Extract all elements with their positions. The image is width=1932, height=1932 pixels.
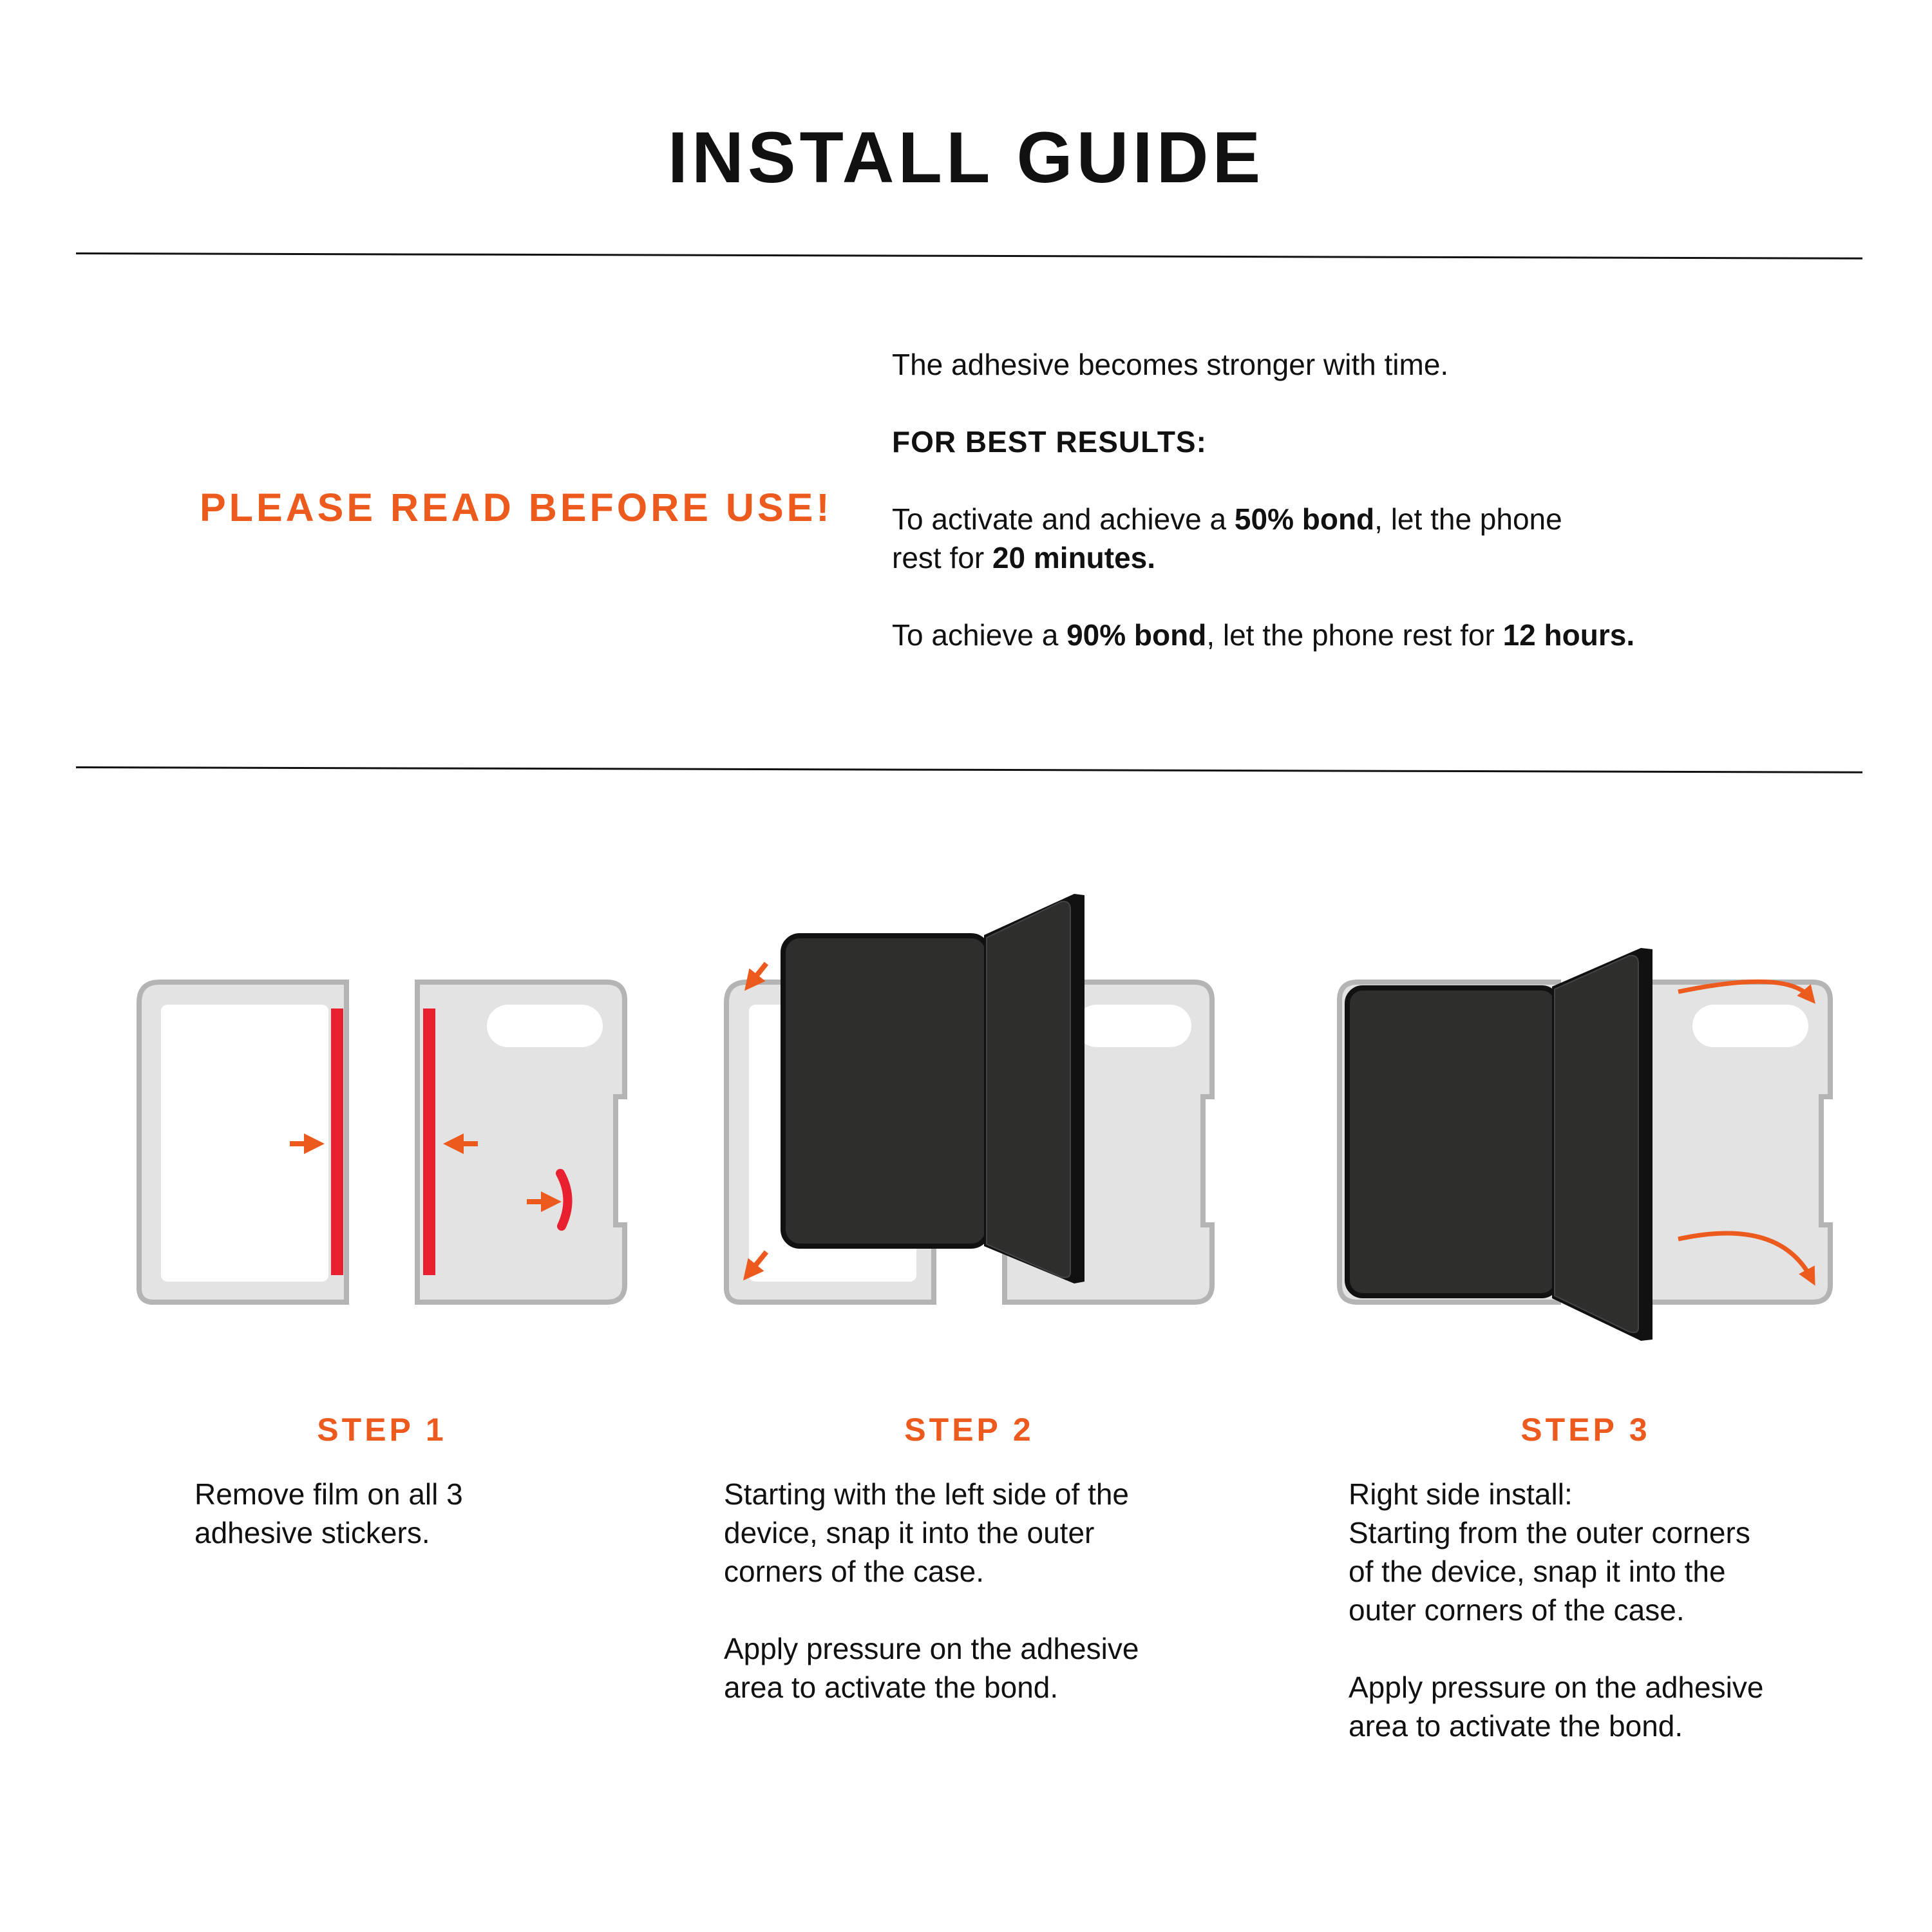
step3-device-right-half (1555, 956, 1638, 1332)
bond-90-value: 90% bond (1066, 618, 1207, 652)
bond-90-text-mid: , let the phone rest for (1206, 618, 1503, 652)
step1-adhesive-strip-right (423, 1009, 435, 1275)
step3-camera-cutout (1692, 1005, 1808, 1047)
step3-device-left-half (1347, 988, 1557, 1296)
step1-title: STEP 1 (317, 1412, 447, 1448)
read-before-use-warning: PLEASE READ BEFORE USE! (200, 486, 833, 529)
step1-illustration (139, 982, 625, 1302)
best-results-heading: FOR BEST RESULTS: (892, 425, 1207, 459)
bond-50-time: 20 minutes. (992, 541, 1156, 574)
step2-title: STEP 2 (904, 1412, 1034, 1448)
bond-90-text-pre: To achieve a (892, 618, 1067, 652)
step2-device-right-half (987, 902, 1070, 1278)
bond-90-time: 12 hours. (1502, 618, 1635, 652)
step1-camera-cutout (487, 1005, 603, 1047)
bond-50-text-mid: , let the phone (1374, 502, 1562, 536)
bond-50-value: 50% bond (1234, 502, 1375, 536)
step1-instructions: Remove film on all 3 adhesive stickers. (194, 1477, 463, 1549)
step1-adhesive-strip-left (331, 1009, 343, 1275)
bond-50-text-pre: To activate and achieve a (892, 502, 1235, 536)
bond-50-text-pre2: rest for (892, 541, 992, 574)
step2-illustration (726, 894, 1212, 1302)
step2-device-left-half (783, 936, 988, 1246)
step3-title: STEP 3 (1520, 1412, 1651, 1448)
page-title: INSTALL GUIDE (667, 117, 1265, 198)
step2-instructions: Starting with the left side of the device, snap it into the outer corners of the case. Apply pressure on the adhesive area to activate the bond. (724, 1477, 1139, 1704)
step3-instructions: Right side install: Starting from the outer corners of the device, snap it into the outer corners of the case. Apply pressure on the adhesive area to activate the bond. (1349, 1477, 1764, 1743)
step2-camera-cutout (1075, 1005, 1191, 1047)
step3-illustration (1340, 948, 1830, 1341)
adhesive-note: The adhesive becomes stronger with time. (892, 348, 1449, 381)
